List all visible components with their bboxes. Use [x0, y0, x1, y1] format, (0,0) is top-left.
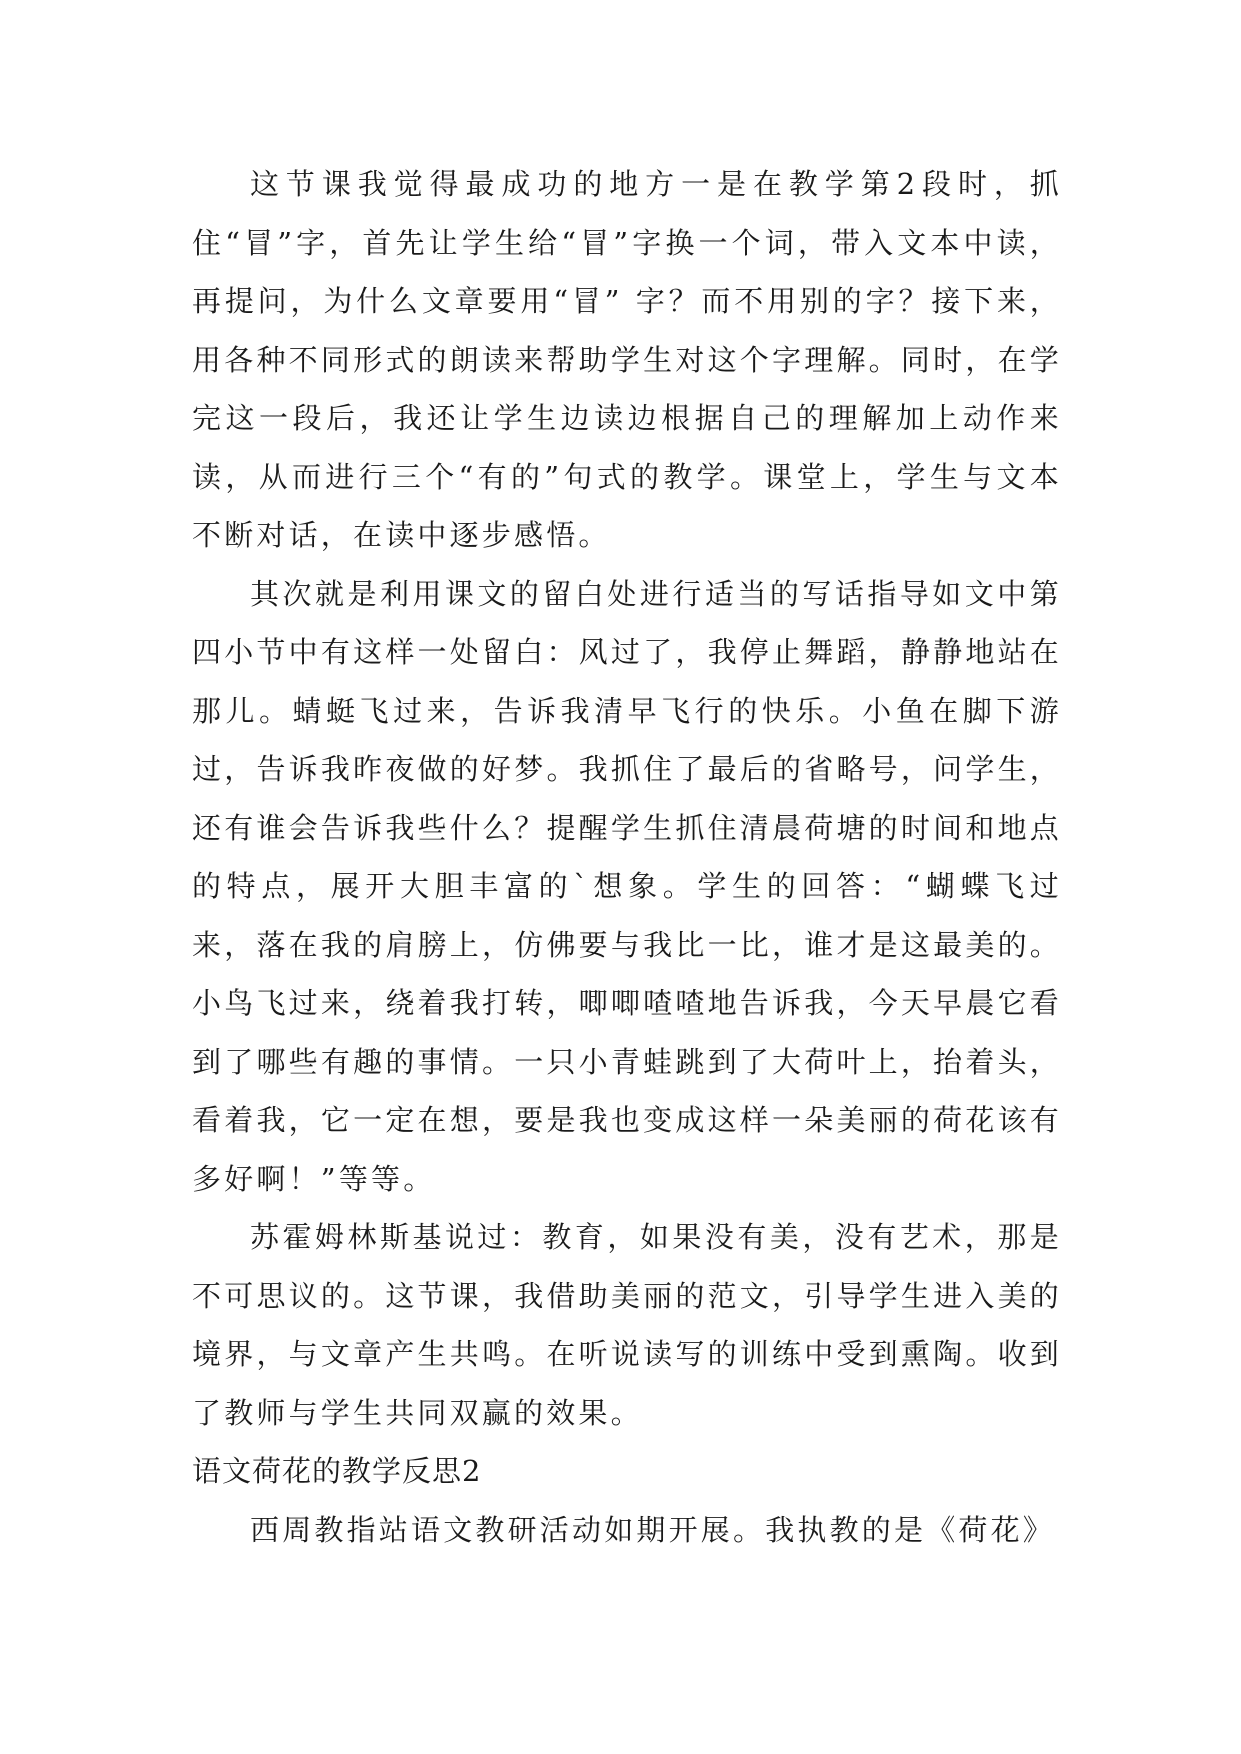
body-paragraph: 其次就是利用课文的留白处进行适当的写话指导如文中第四小节中有这样一处留白：风过了，我停止舞蹈，静静地站在那儿。蜻蜓飞过来，告诉我清早飞行的快乐。小鱼在脚下游过，告诉我昨夜做的好梦。我抓住了最后的省略号，问学生，还有谁会告诉我些什么？提醒学生抓住清晨荷塘的时间和地点的特点，展开大胆丰富的`想象。学生的回答：“蝴蝶飞过来，落在我的肩膀上，仿佛要与我比一比，谁才是这最美的。小鸟飞过来，绕着我打转，唧唧喳喳地告诉我，今天早晨它看到了哪些有趣的事情。一只小青蛙跳到了大荷叶上，抬着头，看着我，它一定在想，要是我也变成这样一朵美丽的荷花该有多好啊！”等等。	[192, 576, 1062, 1196]
document-page	[192, 155, 1062, 1559]
section-heading: 语文荷花的教学反思2	[192, 1454, 482, 1488]
body-paragraph: 苏霍姆林斯基说过：教育，如果没有美，没有艺术，那是不可思议的。这节课，我借助美丽的范文，引导学生进入美的境界，与文章产生共鸣。在听说读写的训练中受到熏陶。收到了教师与学生共同双赢的效果。	[192, 1220, 1062, 1430]
body-paragraph: 这节课我觉得最成功的地方一是在教学第2段时，抓住“冒”字，首先让学生给“冒”字换一个词，带入文本中读，再提问，为什么文章要用“冒” 字？而不用别的字？接下来，用各种不同形式的朗读来帮助学生对这个字理解。同时，在学完这一段后，我还让学生边读边根据自己的理解加上动作来读，从而进行三个“有的”句式的教学。课堂上，学生与文本不断对话，在读中逐步感悟。	[192, 167, 1062, 552]
body-paragraph: 西周教指站语文教研活动如期开展。我执教的是《荷花》	[250, 1512, 1056, 1547]
